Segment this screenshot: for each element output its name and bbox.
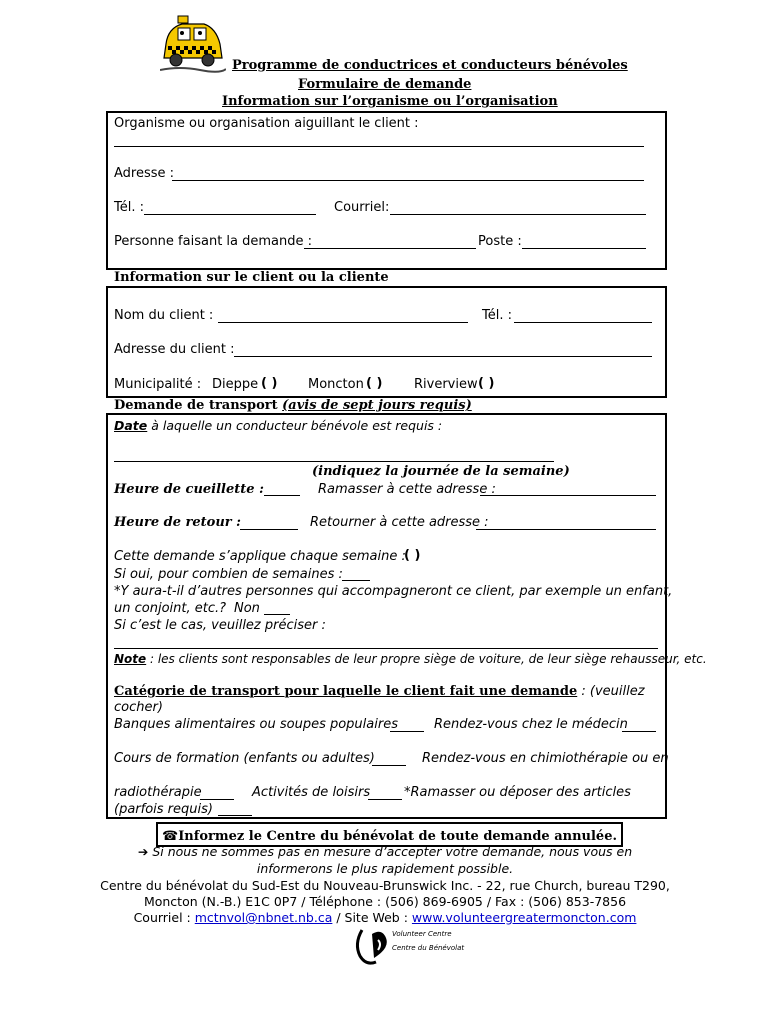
specify-label: Si c’est le cas, veuillez préciser : <box>114 618 326 633</box>
client-phone-label: Tél. : <box>482 308 512 323</box>
chemo-field[interactable] <box>200 799 234 800</box>
dieppe-label: Dieppe <box>212 377 259 392</box>
weeks-count-label: Si oui, pour combien de semaines : <box>114 567 343 582</box>
specify-field[interactable] <box>114 648 658 649</box>
transport-section-title <box>114 398 472 413</box>
chemo-label-2: radiothérapie <box>114 785 202 800</box>
phone-icon: ☎ <box>162 829 179 844</box>
date-rest: à laquelle un conducteur bénévole est requis : <box>147 418 443 433</box>
dieppe-checkbox[interactable]: ( ) <box>261 376 278 391</box>
org-phone-field[interactable] <box>144 214 316 215</box>
org-email-label: Courriel: <box>334 200 390 215</box>
referring-org-field[interactable] <box>114 146 644 147</box>
volunteer-centre-logo <box>352 926 465 970</box>
pickup-items-field[interactable] <box>218 815 252 816</box>
category-hint-2: cocher) <box>114 700 163 715</box>
riverview-checkbox[interactable]: ( ) <box>478 376 495 391</box>
requester-label: Personne faisant la demande : <box>114 234 313 249</box>
municipality-label: Municipalité : <box>114 377 202 392</box>
date-line <box>114 418 442 433</box>
weekday-note: (indiquez la journée de la semaine) <box>312 464 570 479</box>
pickup-items-label-2: (parfois requis) <box>114 802 213 817</box>
companions-text-1: *Y aura-t-il d’autres personnes qui accompagneront ce client, par exemple un enfant, <box>114 584 673 599</box>
org-phone-label: Tél. : <box>114 200 144 215</box>
taxi-icon <box>160 14 226 76</box>
form-title: Formulaire de demande <box>298 77 472 92</box>
food-banks-label: Banques alimentaires ou soupes populaires <box>114 717 398 732</box>
client-address-field[interactable] <box>234 356 652 357</box>
website-link[interactable]: www.volunteergreatermoncton.com <box>411 910 637 925</box>
pickup-address-label: Ramasser à cette adresse : <box>318 482 496 497</box>
companions-text-2: un conjoint, etc.? <box>114 601 227 616</box>
doctor-field[interactable] <box>622 731 656 732</box>
weekly-label: Cette demande s’applique chaque semaine : <box>114 549 406 564</box>
email-label: Courriel : <box>133 910 191 925</box>
date-bold: Date <box>114 418 148 433</box>
email-link[interactable]: mctnvol@nbnet.nb.ca <box>194 910 333 925</box>
client-name-label: Nom du client : <box>114 308 214 323</box>
moncton-label: Moncton <box>308 377 364 392</box>
return-address-label: Retourner à cette adresse : <box>310 515 489 530</box>
chemo-label-1: Rendez-vous en chimiothérapie ou en <box>422 751 669 766</box>
transport-title: Demande de transport <box>114 398 278 413</box>
contact-line <box>0 910 770 925</box>
referring-org-label: Organisme ou organisation aiguillant le client : <box>114 116 419 131</box>
client-phone-field[interactable] <box>514 322 652 323</box>
return-address-field[interactable] <box>476 529 656 530</box>
category-title: Catégorie de transport pour laquelle le client fait une demande <box>114 684 578 699</box>
pickup-address-field[interactable] <box>480 495 656 496</box>
leisure-label: Activités de loisirs <box>252 785 371 800</box>
org-address-field[interactable] <box>172 180 644 181</box>
address-line-1: Centre du bénévolat du Sud-Est du Nouveau-Brunswick Inc. - 22, rue Church, bureau T290, <box>100 878 670 893</box>
arrow-right-icon: ➔ <box>137 844 149 859</box>
transport-title-note: (avis de sept jours requis) <box>282 398 472 413</box>
note-rest: : les clients sont responsables de leur propre siège de voiture, de leur siège rehausseur, etc. <box>146 652 707 666</box>
accept-text-2: informerons le plus rapidement possible. <box>256 861 514 876</box>
riverview-label: Riverview <box>414 377 478 392</box>
client-address-label: Adresse du client : <box>114 342 235 357</box>
address-line-2: Moncton (N.-B.) E1C 0P7 / Téléphone : (506) 869-6905 / Fax : (506) 853-7856 <box>143 894 627 909</box>
doctor-label: Rendez-vous chez le médecin <box>434 717 628 732</box>
requester-field[interactable] <box>304 248 476 249</box>
org-section-title: Information sur l’organisme ou l’organisation <box>222 94 558 109</box>
pickup-time-field[interactable] <box>264 495 300 496</box>
org-address-label: Adresse : <box>114 166 175 181</box>
note-line <box>114 652 707 666</box>
post-label: Poste : <box>478 234 522 249</box>
logo-text-1: Volunteer Centre <box>392 930 452 938</box>
org-email-field[interactable] <box>390 214 646 215</box>
client-name-field[interactable] <box>218 322 468 323</box>
site-label: / Site Web : <box>332 910 408 925</box>
category-hint: : (veuillez <box>577 684 645 699</box>
no-field[interactable] <box>264 614 290 615</box>
cancel-notice: Informez le Centre du bénévolat de toute demande annulée. <box>178 829 617 844</box>
logo-text-2: Centre du Bénévolat <box>392 944 465 952</box>
note-bold: Note <box>114 652 147 666</box>
return-time-label: Heure de retour : <box>114 515 241 530</box>
client-section-title: Information sur le client ou la cliente <box>114 270 389 285</box>
training-field[interactable] <box>372 765 406 766</box>
pickup-time-label: Heure de cueillette : <box>114 482 264 497</box>
training-label: Cours de formation (enfants ou adultes) <box>114 751 375 766</box>
leisure-field[interactable] <box>368 799 402 800</box>
no-label: Non <box>234 601 260 616</box>
food-banks-field[interactable] <box>390 731 424 732</box>
post-field[interactable] <box>522 248 646 249</box>
weeks-count-field[interactable] <box>342 580 370 581</box>
moncton-checkbox[interactable]: ( ) <box>366 376 383 391</box>
accept-line-1 <box>0 844 770 859</box>
category-line <box>114 684 645 699</box>
program-title: Programme de conductrices et conducteurs bénévoles <box>232 58 628 73</box>
date-field[interactable] <box>114 461 554 462</box>
weekly-checkbox[interactable]: ( ) <box>404 548 421 563</box>
pickup-items-label-1: *Ramasser ou déposer des articles <box>404 785 631 800</box>
accept-text-1: Si nous ne sommes pas en mesure d’accepter votre demande, nous vous en <box>152 844 633 859</box>
return-time-field[interactable] <box>240 529 298 530</box>
